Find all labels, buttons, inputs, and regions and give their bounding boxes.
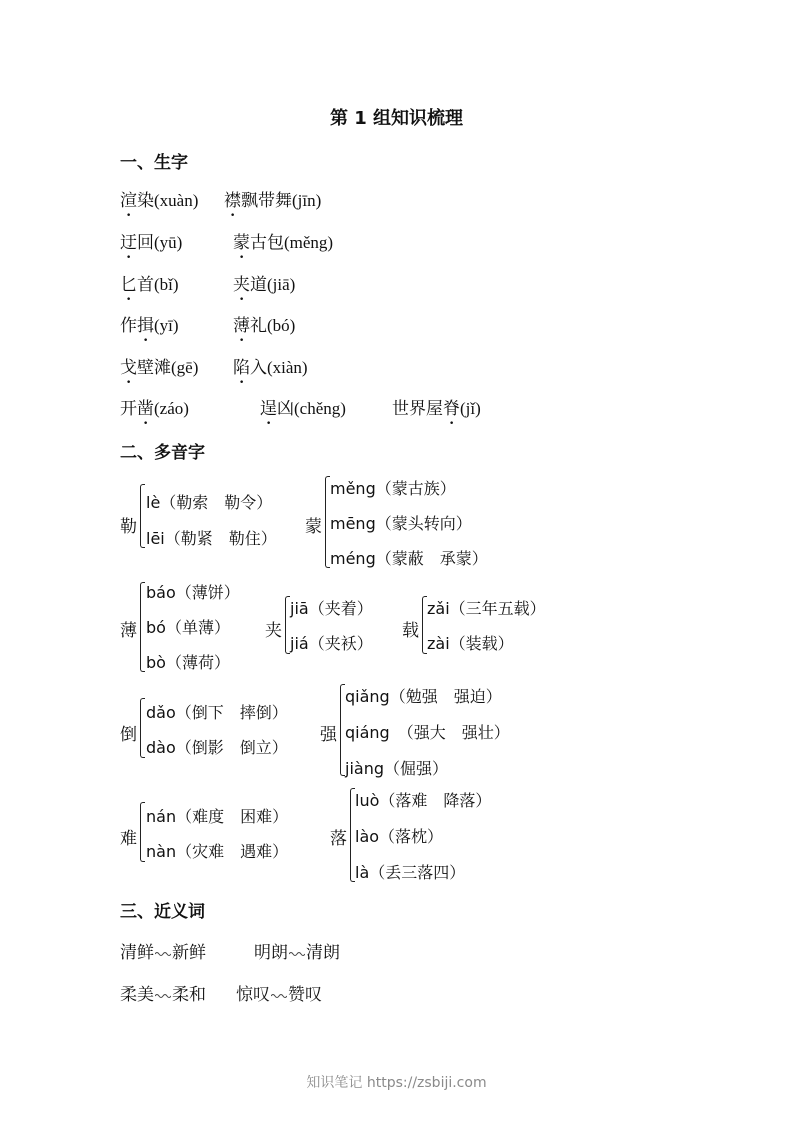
word-text: 清鲜 xyxy=(120,943,154,963)
dotted-char: 戈 xyxy=(120,358,137,378)
shengzi-item xyxy=(260,394,346,429)
synonym-pair xyxy=(236,980,322,1005)
synonym-pair xyxy=(120,938,206,963)
dotted-char: 蒙 xyxy=(233,233,250,253)
shengzi-item xyxy=(233,228,333,263)
reading-line: jiá（夹袄） xyxy=(290,634,373,653)
polyphone-char: 落 xyxy=(330,829,347,849)
dotted-char: 脊 xyxy=(443,399,460,419)
pinyin: (bó) xyxy=(267,316,296,335)
word-text: 回 xyxy=(137,233,154,253)
footer-watermark: 知识笔记 https://zsbiji.com xyxy=(306,1075,487,1091)
section-heading-jinyici: 三、近义词 xyxy=(120,902,205,922)
polyphone-char: 倒 xyxy=(120,725,137,745)
wavy-connector-icon xyxy=(155,950,171,956)
word-text: 古包 xyxy=(250,233,284,253)
word-text: 道 xyxy=(250,275,267,295)
reading-line: dào（倒影 倒立） xyxy=(146,738,288,757)
section-heading-duoyinzi: 二、多音字 xyxy=(120,443,205,463)
word-text: 柔和 xyxy=(172,985,206,1005)
pinyin: (jīn) xyxy=(292,191,322,210)
reading-line: bó（单薄） xyxy=(146,618,230,637)
word-text: 首 xyxy=(137,275,154,295)
polyphone-char: 载 xyxy=(402,621,419,641)
reading-line: lào（落枕） xyxy=(355,827,444,846)
dotted-char: 陷 xyxy=(233,358,250,378)
shengzi-item xyxy=(120,270,179,305)
reading-line: mēng（蒙头转向） xyxy=(330,514,472,533)
word-text: 开 xyxy=(120,399,137,419)
word-text: 入 xyxy=(250,358,267,378)
reading-line: měng（蒙古族） xyxy=(330,479,456,498)
pinyin: (záo) xyxy=(154,399,189,418)
pinyin: (gē) xyxy=(171,358,199,377)
polyphone-char: 勒 xyxy=(120,517,137,537)
dotted-char: 襟 xyxy=(224,191,241,211)
word-text: 世界屋 xyxy=(392,399,443,419)
pinyin: (bǐ) xyxy=(154,275,179,294)
dotted-char: 逞 xyxy=(260,399,277,419)
section-heading-shengzi: 一、生字 xyxy=(120,153,188,173)
pinyin: (xiàn) xyxy=(267,358,308,377)
synonym-pair xyxy=(120,980,206,1005)
reading-line: dǎo（倒下 摔倒） xyxy=(146,703,288,722)
page-title: 第 1 组知识梳理 xyxy=(329,108,464,129)
reading-line: nán（难度 困难） xyxy=(146,807,289,826)
word-text: 新鲜 xyxy=(172,943,206,963)
shengzi-item xyxy=(120,311,179,346)
shengzi-item xyxy=(392,394,481,429)
reading-line: méng（蒙蔽 承蒙） xyxy=(330,549,488,568)
shengzi-item xyxy=(224,186,321,221)
pinyin: (yū) xyxy=(154,233,183,252)
word-text: 赞叹 xyxy=(288,985,322,1005)
polyphone-char: 强 xyxy=(320,725,337,745)
pinyin: (chěng) xyxy=(294,399,346,418)
pinyin: (yī) xyxy=(154,316,179,335)
shengzi-item xyxy=(120,353,198,388)
reading-line: bò（薄荷） xyxy=(146,653,230,672)
reading-line: báo（薄饼） xyxy=(146,583,240,602)
polyphone-char: 夹 xyxy=(265,621,282,641)
word-text: 惊叹 xyxy=(236,985,270,1005)
polyphone-char: 难 xyxy=(120,829,137,849)
dotted-char: 凿 xyxy=(137,399,154,419)
shengzi-item xyxy=(233,353,308,388)
reading-line: qiǎng（勉强 强迫） xyxy=(345,687,502,706)
word-text: 明朗 xyxy=(254,943,288,963)
word-text: 壁滩 xyxy=(137,358,171,378)
word-text: 清朗 xyxy=(306,943,340,963)
brace xyxy=(140,582,145,672)
polyphone-char: 蒙 xyxy=(305,517,322,537)
word-text: 作 xyxy=(120,316,137,336)
pinyin: (xuàn) xyxy=(154,191,199,210)
wavy-connector-icon xyxy=(155,992,171,998)
brace xyxy=(140,802,145,862)
word-text: 染 xyxy=(137,191,154,211)
wavy-connector-icon xyxy=(289,950,305,956)
reading-line: jiā（夹着） xyxy=(290,599,373,618)
dotted-char: 揖 xyxy=(137,316,154,336)
shengzi-item xyxy=(120,228,182,263)
pinyin: (jǐ) xyxy=(460,399,481,418)
dotted-char: 迂 xyxy=(120,233,137,253)
shengzi-item xyxy=(233,270,295,305)
shengzi-item xyxy=(120,186,198,221)
word-text: 凶 xyxy=(277,399,294,419)
dotted-char: 薄 xyxy=(233,316,250,336)
reading-line: lēi（勒紧 勒住） xyxy=(146,529,277,548)
pinyin: (měng) xyxy=(284,233,334,252)
word-text: 礼 xyxy=(250,316,267,336)
reading-line: luò（落难 降落） xyxy=(355,791,492,810)
shengzi-item xyxy=(233,311,295,346)
word-text: 柔美 xyxy=(120,985,154,1005)
polyphone-char: 薄 xyxy=(120,621,137,641)
brace xyxy=(140,484,145,548)
reading-line: zài（装载） xyxy=(427,634,514,653)
reading-line: lè（勒索 勒令） xyxy=(146,493,273,512)
reading-line: jiàng（倔强） xyxy=(345,759,448,778)
brace xyxy=(140,698,145,758)
dotted-char: 渲 xyxy=(120,191,137,211)
reading-line: qiáng （强大 强壮） xyxy=(345,723,510,742)
pinyin: (jiā) xyxy=(267,275,296,294)
reading-line: zǎi（三年五载） xyxy=(427,599,546,618)
shengzi-item xyxy=(120,394,189,429)
reading-line: là（丢三落四） xyxy=(355,863,466,882)
word-text: 飘带舞 xyxy=(241,191,292,211)
dotted-char: 匕 xyxy=(120,275,137,295)
synonym-pair xyxy=(254,938,340,963)
reading-line: nàn（灾难 遇难） xyxy=(146,842,289,861)
wavy-connector-icon xyxy=(271,992,287,998)
dotted-char: 夹 xyxy=(233,275,250,295)
